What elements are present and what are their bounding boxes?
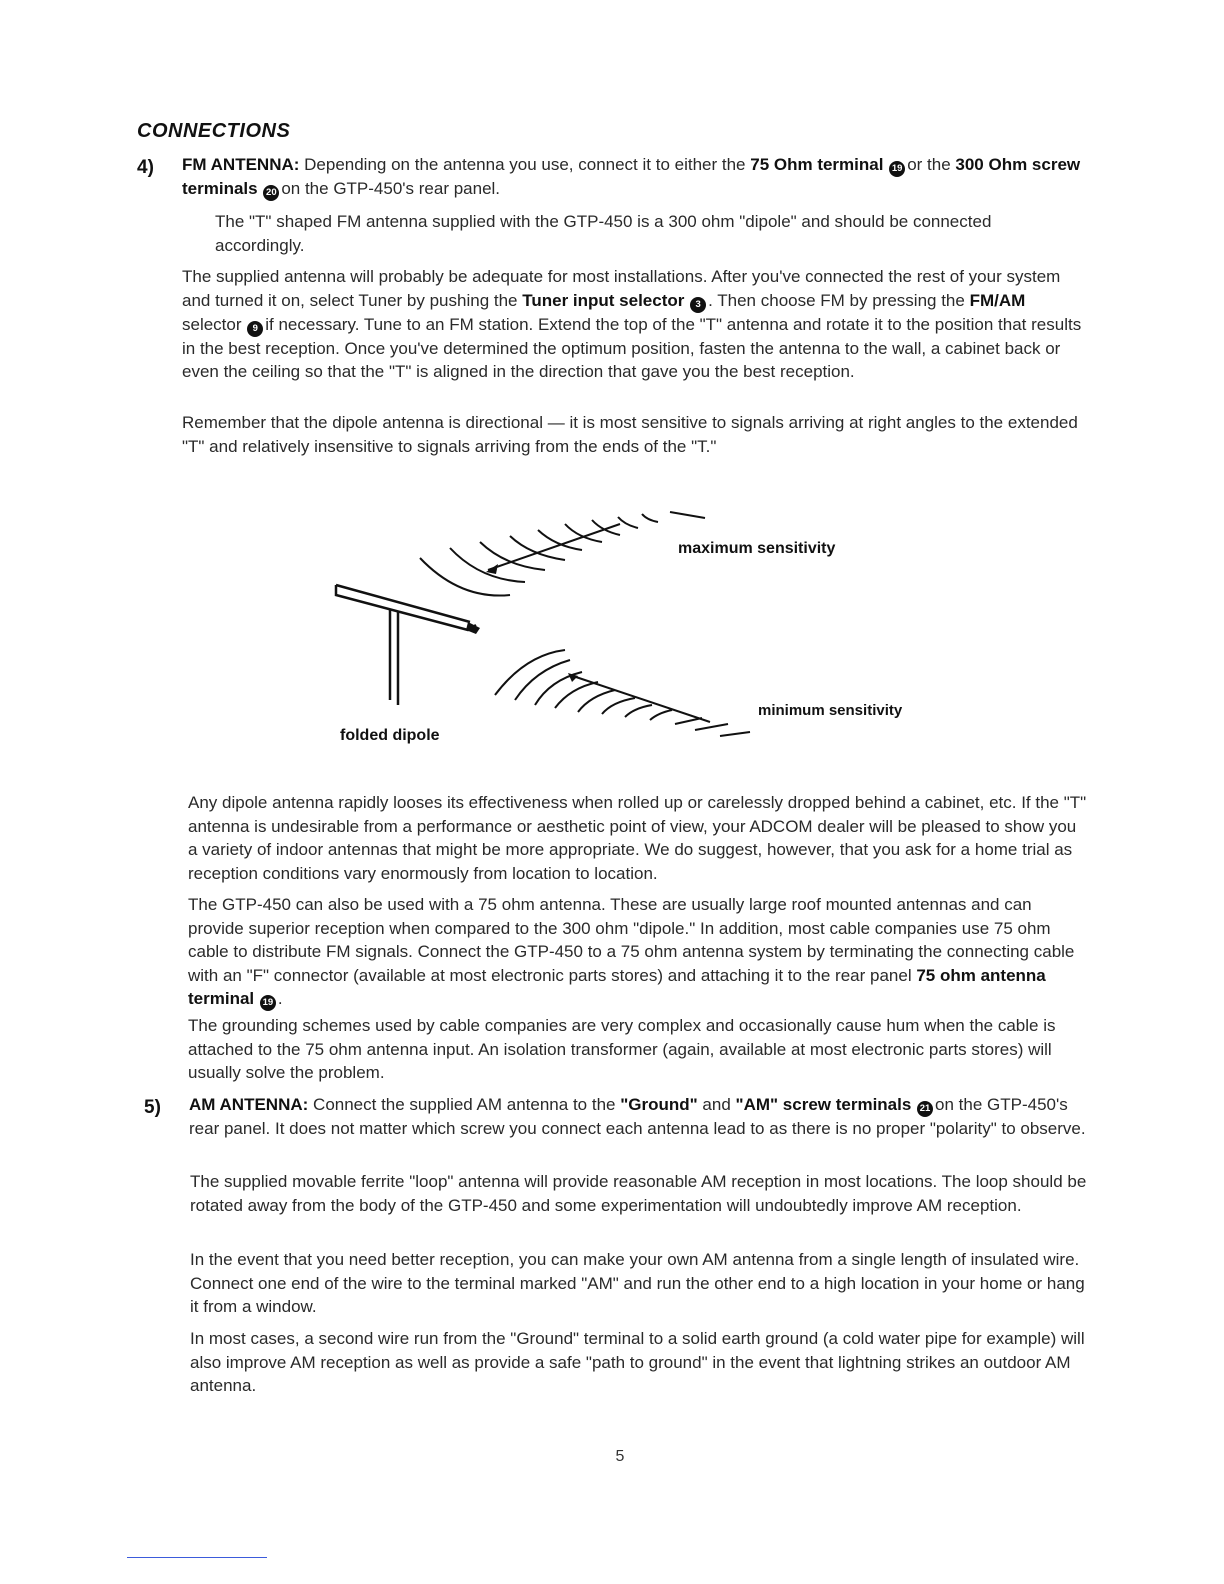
min-sensitivity-waves-icon [495,650,750,736]
grounding-paragraph: The grounding schemes used by cable companies are very complex and occasionally cause hum when the cable is attached to the 75 ohm antenna input. An isolation transformer (again, available at most electronic parts stores) will usually solve the problem. [188,1016,1056,1082]
marker-3-icon: 3 [690,297,706,313]
item-number-4: 4) [137,157,154,178]
directional-paragraph: Remember that the dipole antenna is directional — it is most sensitive to signals arriving at right angles to the extended "T" and relatively insensitive to signals arriving from the ends of the "T." [182,413,1078,456]
marker-20-icon: 20 [263,185,279,201]
marker-19-icon: 19 [889,161,905,177]
any-dipole-paragraph: Any dipole antenna rapidly looses its effectiveness when rolled up or carelessly dropped behind a cabinet, etc. If the "T" antenna is undesirable from a performance or aesthetic point of view, your ADCOM dealer will be pleased to show you a variety of indoor antennas that might be more appropriate. We do suggest, however, that you ask for a home trial as reception conditions vary enormously from location to location. [188,793,1087,883]
fm-antenna-intro: FM ANTENNA: Depending on the antenna you use, connect it to either the 75 Ohm terminal 19 or the 300 Ohm screw terminals 20 on the GTP-450's rear panel. [182,153,1082,201]
item-number-5: 5) [144,1097,161,1118]
max-arrow-head [486,564,498,574]
dipole-paragraph: The "T" shaped FM antenna supplied with the GTP-450 is a 300 ohm "dipole" and should be connected accordingly. [215,212,992,255]
dipole-sensitivity-diagram [320,500,960,760]
page-number: 5 [615,1448,625,1465]
ground-wire-paragraph: In most cases, a second wire run from the "Ground" terminal to a solid earth ground (a cold water pipe for example) will also improve AM reception as well as provide a safe "path to ground" in the event that lightning strikes an outdoor AM antenna. [190,1329,1085,1395]
loop-antenna-paragraph: The supplied movable ferrite "loop" antenna will provide reasonable AM reception in most locations. The loop should be rotated away from the body of the GTP-450 and some experimentation will undoubtedly improve AM reception. [190,1172,1087,1215]
fm-antenna-heading: FM ANTENNA: [182,155,300,174]
better-reception-paragraph: In the event that you need better reception, you can make your own AM antenna from a single length of insulated wire. Connect one end of the wire to the terminal marked "AM" and run the other end to a high location in your home or hang it from a window. [190,1250,1085,1316]
marker-19b-icon: 19 [260,995,276,1011]
max-sensitivity-label: maximum sensitivity [678,540,836,557]
folded-dipole-icon [336,585,476,705]
am-antenna-heading: AM ANTENNA: [189,1095,309,1114]
dipole-end-cap [466,622,480,634]
section-title: CONNECTIONS [137,120,291,142]
dipole-diagram-svg [320,500,960,760]
seventy-five-ohm-paragraph: The GTP-450 can also be used with a 75 ohm antenna. These are usually large roof mounted antennas and can provide superior reception when compared to the 300 ohm "dipole." In addition, most cable companies use 75 ohm cable to distribute FM signals. Connect the GTP-450 to a 75 ohm antenna system by terminating the connecting cable with an "F" connector (available at most electronic parts stores) and attaching it to the rear panel 75 ohm antenna terminal 19 . [188,893,1088,1011]
am-antenna-intro: AM ANTENNA: Connect the supplied AM antenna to the "Ground" and "AM" screw terminals 21 on the GTP-450's rear panel. It does not matter which screw you connect each antenna lead to as there is no proper "polarity" to observe. [189,1095,1086,1138]
max-sensitivity-waves-icon [420,512,705,596]
marker-21-icon: 21 [917,1101,933,1117]
min-sensitivity-label: minimum sensitivity [758,702,903,719]
footer-divider [127,1557,267,1558]
folded-dipole-label: folded dipole [340,727,440,744]
marker-9-icon: 9 [247,321,263,337]
supplied-antenna-paragraph: The supplied antenna will probably be adequate for most installations. After you've connected the rest of your system and turned it on, select Tuner by pushing the Tuner input selector 3 . Then choose FM by pressing the FM/AM selector 9 if necessary. Tune to an FM station. Extend the top of the "T" antenna and rotate it to the position that results in the best reception. Once you've determined the optimum position, fasten the antenna to the wall, a cabinet back or even the ceiling so that the "T" is aligned in the direction that gave you the best reception. [182,267,1082,381]
